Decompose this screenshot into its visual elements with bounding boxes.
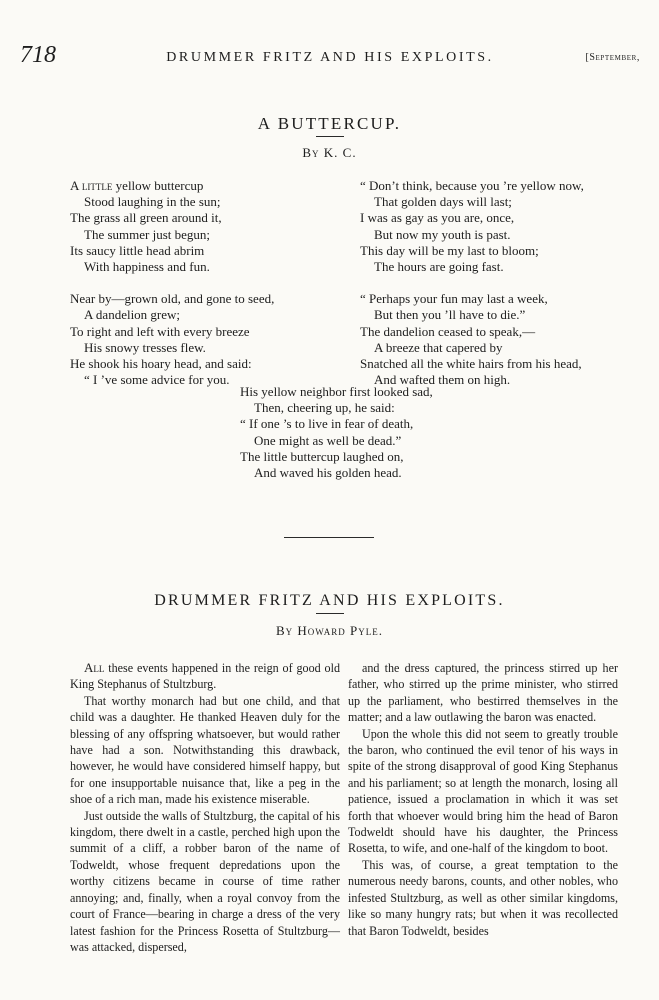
poem-final-stanza	[240, 384, 433, 497]
poem-line: The dandelion ceased to speak,—	[360, 323, 536, 339]
poem-line: “ If one ’s to live in fear of death,	[240, 416, 414, 432]
article-column-left	[70, 660, 340, 955]
section-divider	[284, 537, 374, 538]
article-paragraph: This was, of course, a great temptation to the numerous needy barons, counts, and other nobles, who infested Stultzburg, as well as other similar kingdoms, like so many hungry rats; but when it was recollected that Baron Todweldt, besides	[348, 857, 618, 938]
poem-right-column	[360, 178, 584, 404]
poem-line: Then, cheering up, he said:	[254, 400, 395, 416]
poem-byline: By K. C.	[302, 145, 357, 160]
title-rule	[316, 136, 344, 137]
poem-line: Its saucy little head abrim	[70, 242, 205, 258]
poem-line: But now my youth is past.	[374, 226, 511, 242]
article-paragraph: All these events happened in the reign of good old King Stephanus of Stultzburg.	[70, 660, 340, 692]
article-paragraph: and the dress captured, the princess stirred up her father, who stirred up the prime minister, who stirred up the parliament, who bestirred themselves in the matter; and a law outlawing the baron was enacted.	[348, 661, 618, 725]
month-tag: [September,	[585, 52, 640, 63]
poem-line: “ I ’ve some advice for you.	[84, 372, 230, 388]
poem-line: And waved his golden head.	[254, 465, 402, 481]
poem-stanza	[360, 178, 584, 275]
article-title-rule	[316, 613, 344, 614]
poem-line: Snatched all the white hairs from his head,	[360, 356, 582, 372]
poem-left-column	[70, 178, 274, 404]
poem-line: With happiness and fun.	[84, 259, 210, 275]
article-paragraph: Upon the whole this did not seem to greatly trouble the baron, who continued the evil tenor of his ways in spite of the strong disapproval of good King Stephanus and his parliament; so at length the monarch, losing all patience, issued a proclamation in which it was set forth that whoever would bring him the head of Baron Todweldt should have his daughter, the Princess Rosetta, to wife, and one-half of the kingdom to boot.	[348, 726, 618, 856]
poem-line: That golden days will last;	[374, 194, 512, 210]
page-header	[20, 36, 640, 66]
poem-line: To right and left with every breeze	[70, 323, 250, 339]
poem-line: The summer just begun;	[84, 226, 211, 242]
poem-line: A breeze that capered by	[374, 339, 503, 355]
poem-stanza	[70, 178, 274, 275]
article-paragraph: That worthy monarch had but one child, and that child was a daughter. He thanked Heaven duly for the blessing of any offspring whatsoever, but would rather have had a son. Notwithstanding this drawback, however, he would have considered himself happy, but for one insupportable nuisance that, like a peg in the shoe of a rich man, made his existence miserable.	[70, 693, 340, 807]
poem-line: But then you ’ll have to die.”	[374, 307, 526, 323]
poem-line: The little buttercup laughed on,	[240, 448, 404, 464]
article-paragraph: Just outside the walls of Stultzburg, the capital of his kingdom, there dwelt in a castle, perched high upon the summit of a cliff, a robber baron of the name of Todweldt, whose frequent depredations upon the worthy citizens became in course of time rather annoying; and, finally, when a royal convoy from the court of France—bearing in charge a dress of the very latest fashion for the Princess Rosetta of Stultzburg—was attacked, dispersed,	[70, 808, 340, 954]
poem-line: His snowy tresses flew.	[84, 339, 206, 355]
poem-line: His yellow neighbor first looked sad,	[240, 384, 433, 399]
poem-line: I was as gay as you are, once,	[360, 210, 515, 226]
poem-line: Near by—grown old, and gone to seed,	[70, 291, 275, 307]
poem-stanza	[240, 384, 433, 481]
poem-line: A dandelion grew;	[84, 307, 181, 323]
poem-line: “ Don’t think, because you ’re yellow now,	[360, 178, 584, 193]
page-number: 718	[20, 42, 56, 68]
poem-line: And wafted them on high.	[374, 372, 511, 388]
poem-stanza	[360, 291, 584, 388]
poem-line: He shook his hoary head, and said:	[70, 356, 252, 372]
poem-line: One might as well be dead.”	[254, 432, 402, 448]
running-title: DRUMMER FRITZ AND HIS EXPLOITS.	[166, 50, 494, 65]
poem-title: A BUTTERCUP.	[257, 114, 402, 133]
poem-line: This day will be my last to bloom;	[360, 242, 539, 258]
poem-line: Stood laughing in the sun;	[84, 194, 221, 210]
poem-line: The hours are going fast.	[374, 259, 504, 275]
poem-line: The grass all green around it,	[70, 210, 222, 226]
poem-line: “ Perhaps your fun may last a week,	[360, 291, 548, 307]
article-title: DRUMMER FRITZ AND HIS EXPLOITS.	[154, 592, 505, 609]
article-byline: By Howard Pyle.	[275, 623, 384, 638]
poem-line: A little yellow buttercup	[70, 178, 204, 193]
article-column-right	[348, 660, 618, 939]
poem-stanza	[70, 291, 274, 388]
